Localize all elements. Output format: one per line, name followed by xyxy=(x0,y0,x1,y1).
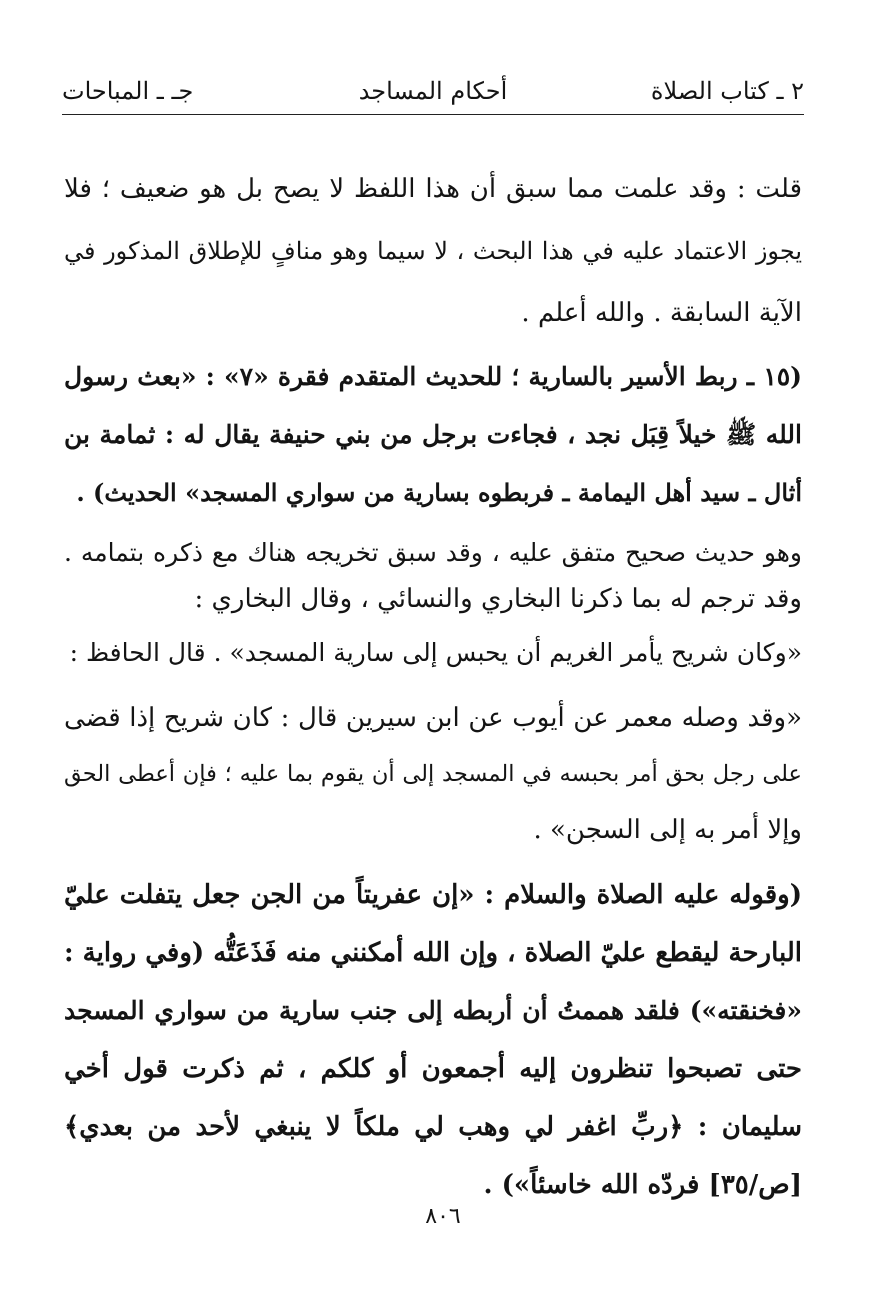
paragraph xyxy=(64,348,802,522)
text-line: «وقد وصله معمر عن أيوب عن ابن سيرين قال : كان شريح إذا قضى xyxy=(64,703,802,733)
header-section-title: أحكام المساجد xyxy=(358,77,508,105)
text-line: البارحة ليقطع عليّ الصلاة ، وإن الله أمكنني منه فَذَعَتُّه (وفي رواية : xyxy=(64,938,802,968)
body-text xyxy=(64,158,802,1214)
text-line: (١٥ ـ ربط الأسير بالسارية ؛ للحديث المتقدم فقرة «٧» : «بعث رسول xyxy=(64,362,802,391)
text-line: وإلا أمر به إلى السجن» . xyxy=(533,815,802,845)
text-line: وهو حديث صحيح متفق عليه ، وقد سبق تخريجه هناك مع ذكره بتمامه . xyxy=(64,538,802,567)
paragraph xyxy=(64,690,802,858)
text-line: [ص/٣٥] فردّه الله خاسئاً») . xyxy=(483,1170,802,1200)
paragraph xyxy=(64,158,802,344)
header-subsection: جـ ـ المباحات xyxy=(62,77,194,105)
text-line: «وكان شريح يأمر الغريم أن يحبس إلى سارية المسجد» . قال الحافظ : xyxy=(69,638,802,667)
running-header xyxy=(62,74,804,114)
paragraph xyxy=(64,866,802,1214)
header-chapter: ٢ ـ كتاب الصلاة xyxy=(650,77,804,105)
paragraph xyxy=(64,530,802,622)
header-divider xyxy=(62,114,804,115)
text-line: يجوز الاعتماد عليه في هذا البحث ، لا سيما وهو منافٍ للإطلاق المذكور في xyxy=(64,237,802,265)
text-line: أثال ـ سيد أهل اليمامة ـ فربطوه بسارية من سواري المسجد» الحديث) . xyxy=(76,478,802,507)
text-line: قلت : وقد علمت مما سبق أن هذا اللفظ لا يصح بل هو ضعيف ؛ فلا xyxy=(64,174,802,204)
text-line: وقد ترجم له بما ذكرنا البخاري والنسائي ، وقال البخاري : xyxy=(194,584,802,614)
paragraph xyxy=(64,630,802,676)
text-line: سليمان : ﴿ربِّ اغفر لي وهب لي ملكاً لا ينبغي لأحد من بعدي﴾ xyxy=(64,1112,802,1142)
text-line: على رجل بحق أمر بحبسه في المسجد إلى أن يقوم بما عليه ؛ فإن أعطى الحق xyxy=(64,761,802,787)
text-line: (وقوله عليه الصلاة والسلام : «إن عفريتاً من الجن جعل يتفلت عليّ xyxy=(64,880,802,910)
text-line: الآية السابقة . والله أعلم . xyxy=(521,298,802,328)
page-number: ٨٠٦ xyxy=(425,1204,461,1229)
text-line: «فخنقته») فلقد هممتُ أن أربطه إلى جنب سارية من سواري المسجد xyxy=(64,996,802,1025)
text-line: الله ﷺ خيلاً قِبَل نجد ، فجاءت برجل من بني حنيفة يقال له : ثمامة بن xyxy=(64,420,802,449)
text-line: حتى تصبحوا تنظرون إليه أجمعون أو كلكم ، ثم ذكرت قول أخي xyxy=(64,1054,802,1084)
